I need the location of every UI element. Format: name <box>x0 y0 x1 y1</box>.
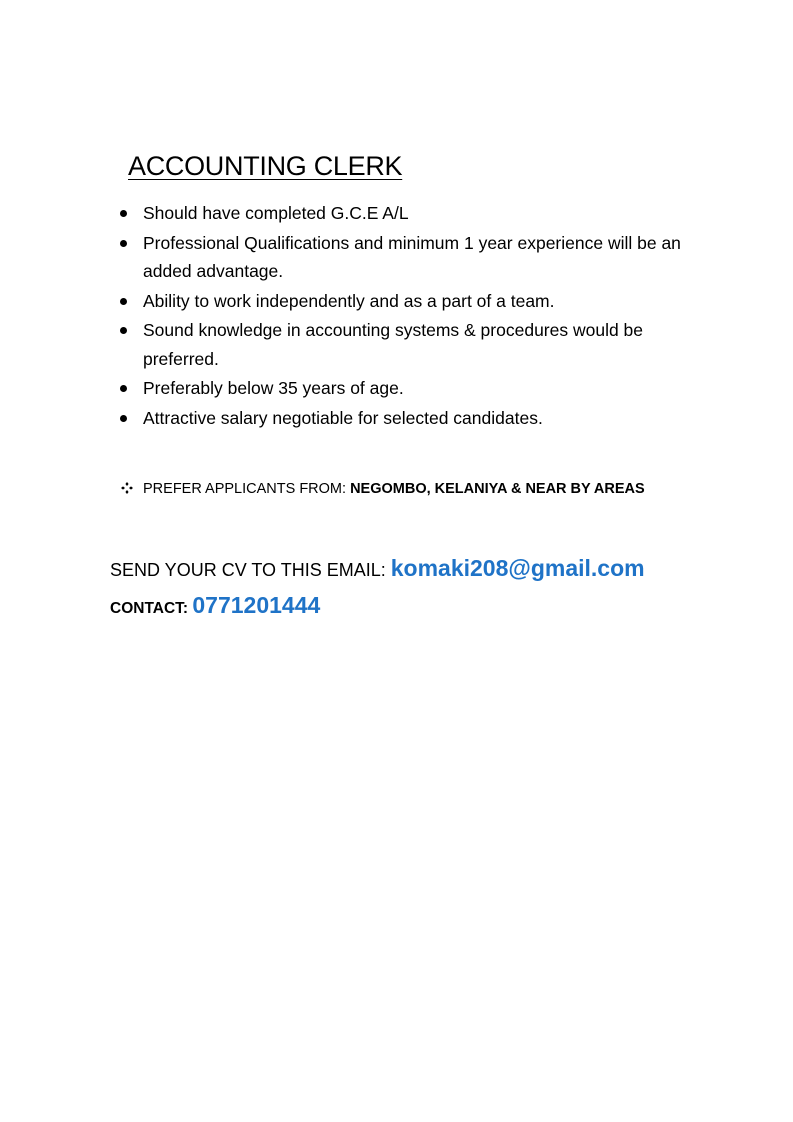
requirement-item <box>112 374 702 403</box>
requirements-list <box>112 199 702 433</box>
prefer-applicants-line <box>121 479 645 499</box>
phone-number[interactable]: 0771201444 <box>192 592 321 618</box>
requirement-text: Ability to work independently and as a part of a team. <box>143 290 555 311</box>
requirement-item <box>112 229 702 286</box>
job-title: ACCOUNTING CLERK <box>128 151 403 181</box>
requirement-text: Sound knowledge in accounting systems & procedures would be preferred. <box>143 320 644 369</box>
bullet-icon <box>120 298 127 305</box>
requirement-text: Professional Qualifications and minimum 1 year experience will be an added advantage. <box>143 232 681 281</box>
requirement-item <box>112 199 702 228</box>
bullet-icon <box>120 385 127 392</box>
contact-label: CONTACT: <box>110 600 193 617</box>
prefer-label: PREFER APPLICANTS FROM: <box>143 481 351 497</box>
diamond-bullet-icon <box>121 482 133 494</box>
bullet-icon <box>120 415 127 422</box>
requirement-item <box>112 287 702 316</box>
requirement-text: Should have completed G.C.E A/L <box>143 203 409 223</box>
prefer-areas: NEGOMBO, KELANIYA & NEAR BY AREAS <box>350 481 645 497</box>
bullet-icon <box>120 327 127 334</box>
send-cv-label: SEND YOUR CV TO THIS EMAIL: <box>110 560 391 580</box>
send-cv-line <box>110 553 645 585</box>
requirement-item <box>112 316 702 373</box>
bullet-icon <box>120 240 127 247</box>
email-link[interactable]: komaki208@gmail.com <box>390 555 645 581</box>
contact-line <box>110 590 320 624</box>
requirement-text: Preferably below 35 years of age. <box>143 378 404 398</box>
requirement-item <box>112 404 702 433</box>
bullet-icon <box>120 210 127 217</box>
requirement-text: Attractive salary negotiable for selected candidates. <box>143 407 543 428</box>
